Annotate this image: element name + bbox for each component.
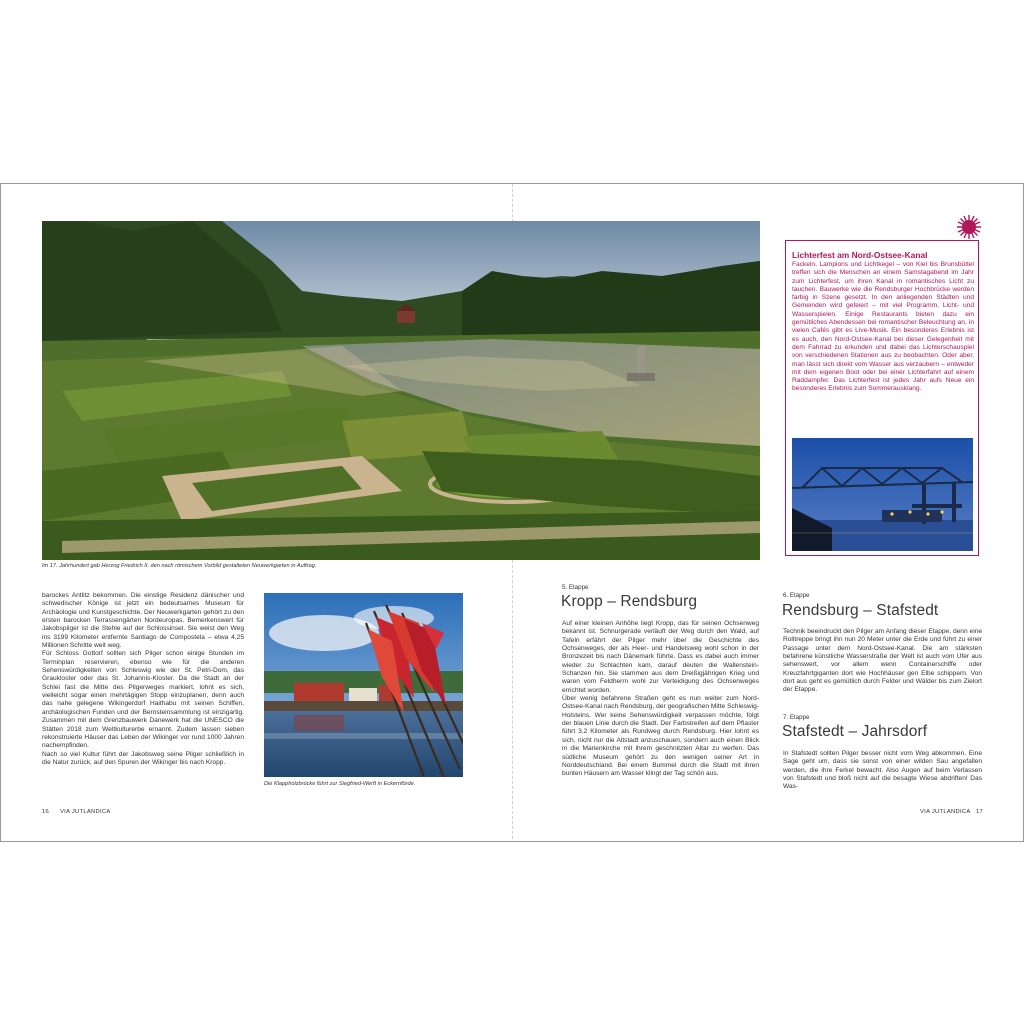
paragraph: Auf einer kleinen Anhöhe liegt Kropp, das für seinen Ochsenweg bekannt ist. Schnurgerade verläuft der Weg durch den Wald, auf Tafeln erfährt der Pilger mehr über die Geschichte des Ochsenweges, der als Heer- und Handelsweg wohl schon in der Bronzezeit bis nach Dänemark führte. Dass es dabei auch immer wieder zu Schlachten kam, darauf deuten die Wallenstein-Schanzen hin. Sie stammen aus dem Dreißigjährigen Krieg und waren vom Feldherrn wohl zur Verteidigung des Ochsenweges errichtet worden.: [562, 620, 759, 694]
sun-icon: [956, 214, 982, 240]
garden-photo: [42, 221, 760, 560]
paragraph: Über wenig befahrene Straßen geht es nun weiter zum Nord-Ostsee-Kanal nach Rendsburg, der geografischen Mitte Schleswig-Holsteins. Wer keine Sehenswürdigkeit verpassen möchte, folgt der blauen Linie durch die Stadt. Der Farbstreifen auf dem Pflaster führt 3,2 Kilometer als Rundweg durch Rendsburg. Hier lohnt es sich, nicht nur die Altstadt anzuschauen, sondern auch einen Blick in die Marienkirche mit ihrem geschnitzten Altar zu werfen. Das südliche Museum gehört zu den wenigen seiner Art in Norddeutschland. Bei einem Bummel durch die Stadt mit ihren bunten Häusern am Wasser klingt der Tag schön aus.: [562, 695, 759, 778]
left-page-number: 16: [42, 809, 50, 815]
stage-6-text: Technik beeindruckt den Pilger am Anfang dieser Etappe, denn eine Rolltreppe bringt ihn nun 20 Meter unter die Erde und führt zu einer Passage unter dem Nord-Ostsee-Kanal. Die am stärksten befahrene künstliche Wasserstraße der Welt ist auch vom Ufer aus sehenswert, vor allem wenn Containerschiffe oder Kreuzfahrtgiganten dort wie Hochhäuser gen Elbe schippern. Von dort aus geht es gemütlich durch Felder und Wälder bis zum Zielort der Etappe.: [783, 628, 982, 694]
stage-7-text: In Stafstedt sollten Pilger besser nicht vom Weg abkommen. Eine Sage geht um, dass sie sonst von einer wilden Sau angefallen werden, die ihre Ferkel bewacht. Also Augen auf beim Verlassen von Stafstedt und bloß nicht auf die besagte Wiese abdriften! Das Was-: [783, 750, 982, 791]
stage-6-title: Rendsburg – Stafstedt: [782, 602, 939, 619]
stage-5-number: 5. Etappe: [562, 584, 589, 591]
paragraph: Für Schloss Gottorf sollten sich Pilger schon einige Stunden im Terminplan reservieren, ebenso wie für die anderen Sehenswürdigkeiten von Schleswig wie der St. Petri-Dom, das Graukloster oder das St. Johannis-Kloster. Da die Stadt an der Schlei fast die Mitte des Pilgerweges markiert, lohnt es sich, vielleicht sogar einen mehrtägigen Stopp einzuplanen, denn auch das nahe gelegene Wikingerdorf Haithabu mit seinen Schiffen, archäologischen Funden und der Bernsteinsammlung ist einzigartig. Zusammen mit dem Grenzbauwerk Danewerk hat die UNESCO die Stätten 2018 zum Weltkulturerbe ernannt. Zudem lassen sieben rekonstruierte Häuser das Leben der Wikinger vor rund 1000 Jahren nachempfinden.: [42, 650, 244, 750]
right-running-title: VIA JUTLANDICA: [920, 809, 971, 815]
main-photo-caption: Im 17. Jahrhundert gab Herzog Friedrich II. den nach römischem Vorbild gestalteten Neuwerkgarten in Auftrag.: [42, 563, 317, 569]
stage-7-number: 7. Etappe: [783, 714, 810, 721]
stage-5-title: Kropp – Rendsburg: [561, 593, 698, 610]
left-running-title: VIA JUTLANDICA: [60, 809, 111, 815]
stage-6-number: 6. Etappe: [783, 592, 810, 599]
info-box-title: Lichterfest am Nord-Ostsee-Kanal: [792, 250, 928, 260]
right-page-number: 17: [976, 809, 984, 815]
paragraph: Nach so viel Kultur führt der Jakobsweg seine Pilger schließlich in die Natur zurück, auf den Spuren der Wikinger bis nach Kropp.: [42, 750, 244, 766]
info-box-text: Fackeln, Lampions und Lichtkegel – von Kiel bis Brunsbüttel treffen sich die Menschen an einem Samstagabend im Jahr zum Lichterfest, um ihren Kanal in romantisches Licht zu tauchen. Bauwerke wie die Rendsburger Hochbrücke werden farbig in Szene gesetzt. In den anliegenden Städten und Gemeinden wird gefeiert – mit viel Programm, Licht- und Wasserspielen. Einige Restaurants bieten dazu ein gemütliches Abendessen bei romantischer Beleuchtung an, in vielen Cafés gibt es Live-Musik. Ein besonderes Erlebnis ist es auch, den Nord-Ostsee-Kanal bei dieser Gelegenheit mit dem Fahrrad zu erkunden und dabei das Lichterschauspiel von verschiedenen Stationen aus zu beobachten. Oder aber, man lässt sich direkt vom Wasser aus verzaubern – entweder mit dem eigenen Boot oder bei einer Lichterfahrt auf einem Raddampfer. Das Lichterfest ist jedes Jahr aufs Neue ein besonderes Erlebnis zum Sommerausklang.: [792, 261, 974, 393]
stage-5-text: [562, 620, 759, 779]
left-text-column: [42, 592, 244, 767]
bridge-photo: [792, 438, 973, 551]
stage-7-title: Stafstedt – Jahrsdorf: [782, 723, 928, 740]
harbor-photo: [264, 593, 463, 777]
paragraph: barockes Antlitz bekommen. Die einstige Residenz dänischer und schwedischer Könige ist jetzt ein bedeutsames Museum für Archäologie und Kunstgeschichte. Der Neuwerkgarten gehört zu den ersten barocken Terrassengärten Nordeuropas. Bemerkenswert für Jakobspilger ist die Stehle auf der Schlossinsel. Sie weist den Weg ins 3199 Kilometer entfernte Santiago de Compostela – etwa 4,25 Millionen Schritte weit weg.: [42, 592, 244, 650]
harbor-photo-caption: Die Klappholzbrücke führt zur Siegfried-Werft in Eckernförde.: [264, 781, 416, 787]
info-box-lichterfest: [785, 240, 979, 556]
